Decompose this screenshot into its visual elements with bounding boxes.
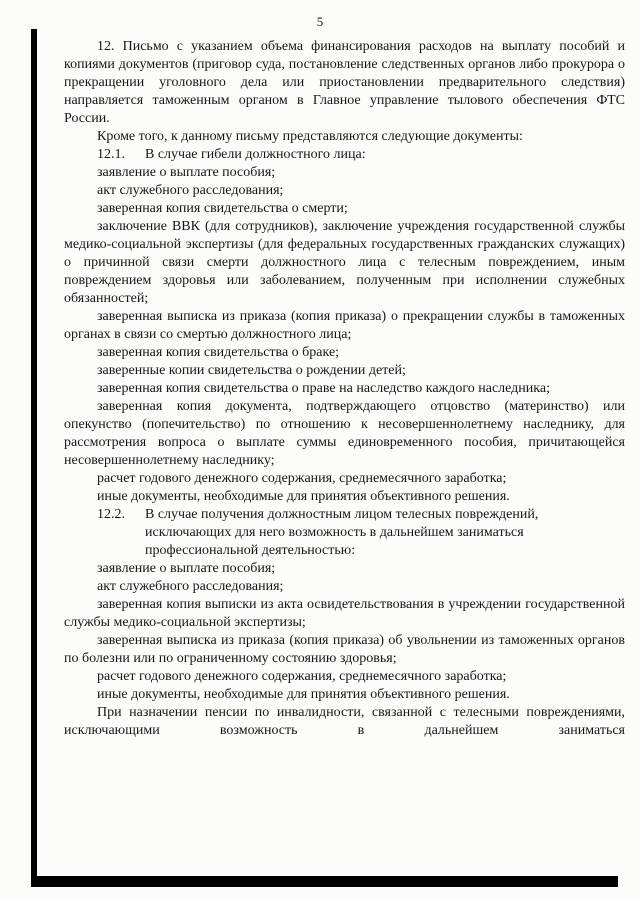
list-item: заверенная копия свидетельства о праве на наследство каждого наследника; [97,381,550,396]
clause-text: В случае гибели должностного лица: [145,147,366,162]
scan-edge-bottom [31,876,618,887]
clause-number: 12.2. [97,507,125,522]
list-item: заверенная выписка из приказа (копия приказа) об увольнении из таможенных органов по болезни или по ограниченному состоянию здоровья; [64,633,625,666]
list-item: иные документы, необходимые для принятия объективного решения. [97,489,510,504]
list-item: заверенная выписка из приказа (копия приказа) о прекращении службы в таможенных органах в связи со смертью должностного лица; [64,309,625,342]
list-item: расчет годового денежного содержания, среднемесячного заработка; [97,669,507,684]
list-item: заверенная копия свидетельства о смерти; [97,201,348,216]
scan-edge-left [31,29,37,881]
paragraph-12-1-heading [64,146,625,164]
list-item: акт служебного расследования; [97,579,284,594]
list-item: заверенные копии свидетельства о рождении детей; [97,363,406,378]
page-number: 5 [316,14,324,29]
paragraph-pension-disability: При назначении пенсии по инвалидности, связанной с телесными повреждениями, исключающими возможность в дальнейшем заниматься [64,705,625,738]
paragraph-intro-documents: Кроме того, к данному письму представляются следующие документы: [97,129,523,144]
list-item: иные документы, необходимые для принятия объективного решения. [97,687,510,702]
paragraph-12-2-heading [64,506,625,560]
list-item: заявление о выплате пособия; [97,165,276,180]
list-item: заявление о выплате пособия; [97,561,276,576]
paragraph-12: 12. Письмо с указанием объема финансирования расходов на выплату пособий и копиями документов (приговор суда, постановление следственных органов либо прокурора о прекращении уголовного дела или приостановлении предварительного следствия) направляется таможенным органом в Главное управление тылового обеспечения ФТС России. [64,39,625,126]
list-item: заверенная копия свидетельства о браке; [97,345,340,360]
clause-number: 12.1. [97,147,125,162]
list-item: заключение ВВК (для сотрудников), заключение учреждения государственной службы медико-социальной экспертизы (для федеральных государственных гражданских служащих) о причинной связи смерти должностного лица с телесным повреждением, иным повреждением здоровья или заболеванием, полученным при исполнении служебных обязанностей; [64,219,625,306]
document-body [64,38,625,740]
clause-text: В случае получения должностным лицом телесных повреждений, исключающих для него возможность в дальнейшем заниматься профессиональной деятельностью: [145,507,539,558]
list-item: расчет годового денежного содержания, среднемесячного заработка; [97,471,507,486]
list-item: заверенная копия выписки из акта освидетельствования в учреждении государственной службы медико-социальной экспертизы; [64,597,625,630]
list-item: акт служебного расследования; [97,183,284,198]
list-item: заверенная копия документа, подтверждающего отцовство (материнство) или опекунство (попечительство) по отношению к несовершеннолетнему наследнику, для рассмотрения вопроса о выплате суммы единовременного пособия, причитающейся несовершеннолетнему наследнику; [64,399,625,468]
